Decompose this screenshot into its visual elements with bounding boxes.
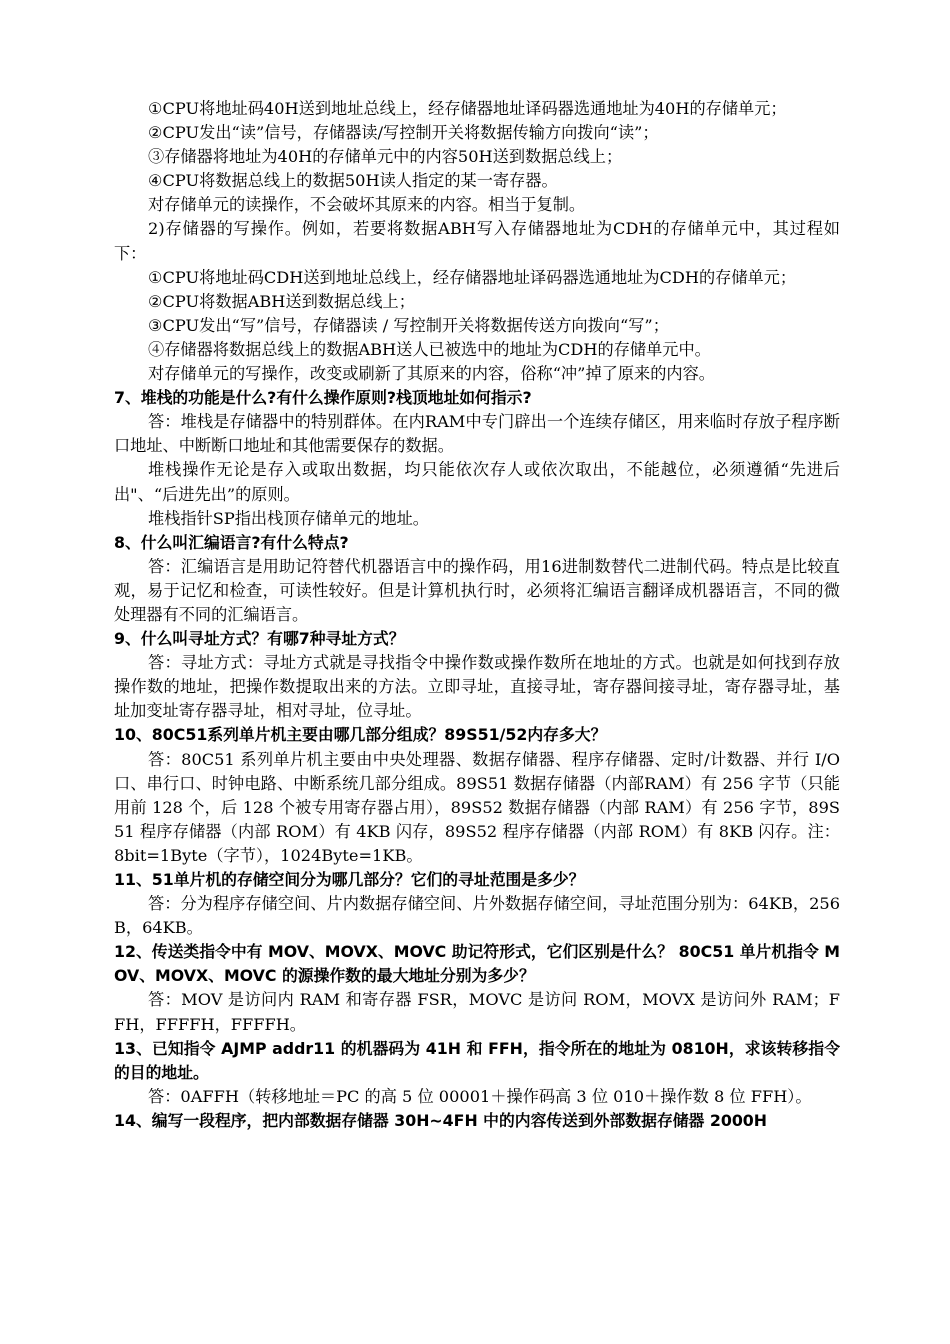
body-paragraph: 答：0AFFH（转移地址＝PC 的高 5 位 00001＋操作码高 3 位 010＋操作数 8 位 FFH）。: [148, 1086, 812, 1106]
body-paragraph: ④CPU将数据总线上的数据50H读人指定的某一寄存器。: [148, 171, 558, 191]
question-heading: 10、80C51系列单片机主要由哪几部分组成？89S51/52内存多大？: [114, 725, 607, 745]
body-paragraph: 答：80C51 系列单片机主要由中央处理器、数据存储器、程序存储器、定时/计数器、并行 I/O 口、串行口、时钟电路、中断系统几部分组成。89S51 数据存储器（内部RAM）有 256 字节（只能用前 128 个，后 128 个被专用寄存器占用），89S52 数据存储器（内部 RAM）有 256 字节，89S51 程序存储器（内部 ROM）有 4KB 闪存，89S52 程序存储器（内部 ROM）有 8KB 闪存。注：8bit=1Byte（字节），1024Byte=1KB。: [114, 749, 840, 865]
body-paragraph: ③存储器将地址为40H的存储单元中的内容50H送到数据总线上；: [148, 147, 623, 167]
body-paragraph: 答：寻址方式：寻址方式就是寻找指令中操作数或操作数所在地址的方式。也就是如何找到存放操作数的地址，把操作数提取出来的方法。立即寻址，直接寻址，寄存器间接寻址，寄存器寻址，基址加变址寄存器寻址，相对寻址，位寻址。: [114, 653, 840, 721]
question-heading: 7、堆栈的功能是什么?有什么操作原则?栈顶地址如何指示?: [114, 388, 532, 408]
question-heading: 9、什么叫寻址方式？有哪7种寻址方式？: [114, 629, 405, 649]
body-paragraph: 答：MOV 是访问内 RAM 和寄存器 FSR，MOVC 是访问 ROM，MOVX 是访问外 RAM；FFH，FFFFH，FFFFH。: [114, 990, 840, 1034]
body-paragraph: ④存储器将数据总线上的数据ABH送人已被选中的地址为CDH的存储单元中。: [148, 339, 711, 359]
body-paragraph: 对存储单元的读操作，不会破坏其原来的内容。相当于复制。: [148, 195, 586, 215]
question-heading: 12、传送类指令中有 MOV、MOVX、MOVC 助记符形式，它们区别是什么？ 80C51 单片机指令 MOV、MOVX、MOVC 的源操作数的最大地址分别为多少？: [114, 942, 840, 986]
body-paragraph: 堆栈指针SP指出栈顶存储单元的地址。: [148, 508, 429, 528]
question-heading: 14、编写一段程序，把内部数据存储器 30H~4FH 中的内容传送到外部数据存储器 2000H: [114, 1110, 768, 1130]
body-paragraph: 对存储单元的写操作，改变或刷新了其原来的内容，俗称“冲”掉了原来的内容。: [148, 364, 715, 384]
question-heading: 8、什么叫汇编语言?有什么特点?: [114, 532, 349, 552]
question-heading: 11、51单片机的存储空间分为哪几部分？它们的寻址范围是多少？: [114, 870, 585, 889]
body-paragraph: 答：分为程序存储空间、片内数据存储空间、片外数据存储空间，寻址范围分别为：64KB，256B，64KB。: [114, 894, 840, 938]
question-heading: 13、已知指令 AJMP addr11 的机器码为 41H 和 FFH，指令所在的地址为 0810H，求该转移指令的目的地址。: [114, 1038, 840, 1082]
body-paragraph: 2)存储器的写操作。例如，若要将数据ABH写入存储器地址为CDH的存储单元中，其过程如下：: [114, 219, 840, 263]
body-paragraph: ①CPU将地址码40H送到地址总线上，经存储器地址译码器选通地址为40H的存储单元；: [148, 99, 787, 118]
body-paragraph: ③CPU发出“写”信号，存储器读 / 写控制开关将数据传送方向拨向“写”；: [148, 315, 669, 335]
body-paragraph: ②CPU将数据ABH送到数据总线上；: [148, 291, 415, 311]
body-paragraph: 堆栈操作无论是存入或取出数据，均只能依次存人或依次取出，不能越位，必须遵循“先进后出"、“后进先出”的原则。: [114, 460, 840, 504]
body-paragraph: ②CPU发出“读”信号，存储器读/写控制开关将数据传输方向拨向“读”；: [148, 123, 659, 143]
body-paragraph: 答：汇编语言是用助记符替代机器语言中的操作码，用16进制数替代二进制代码。特点是比较直观，易于记忆和检查，可读性较好。但是计算机执行时，必须将汇编语言翻译成机器语言，不同的微处理器有不同的汇编语言。: [114, 556, 840, 624]
document-page: [114, 97, 840, 1133]
body-paragraph: 答：堆栈是存储器中的特别群体。在内RAM中专门辟出一个连续存储区，用来临时存放子程序断口地址、中断断口地址和其他需要保存的数据。: [114, 412, 840, 456]
body-paragraph: ①CPU将地址码CDH送到地址总线上，经存储器地址译码器选通地址为CDH的存储单元；: [148, 267, 797, 287]
